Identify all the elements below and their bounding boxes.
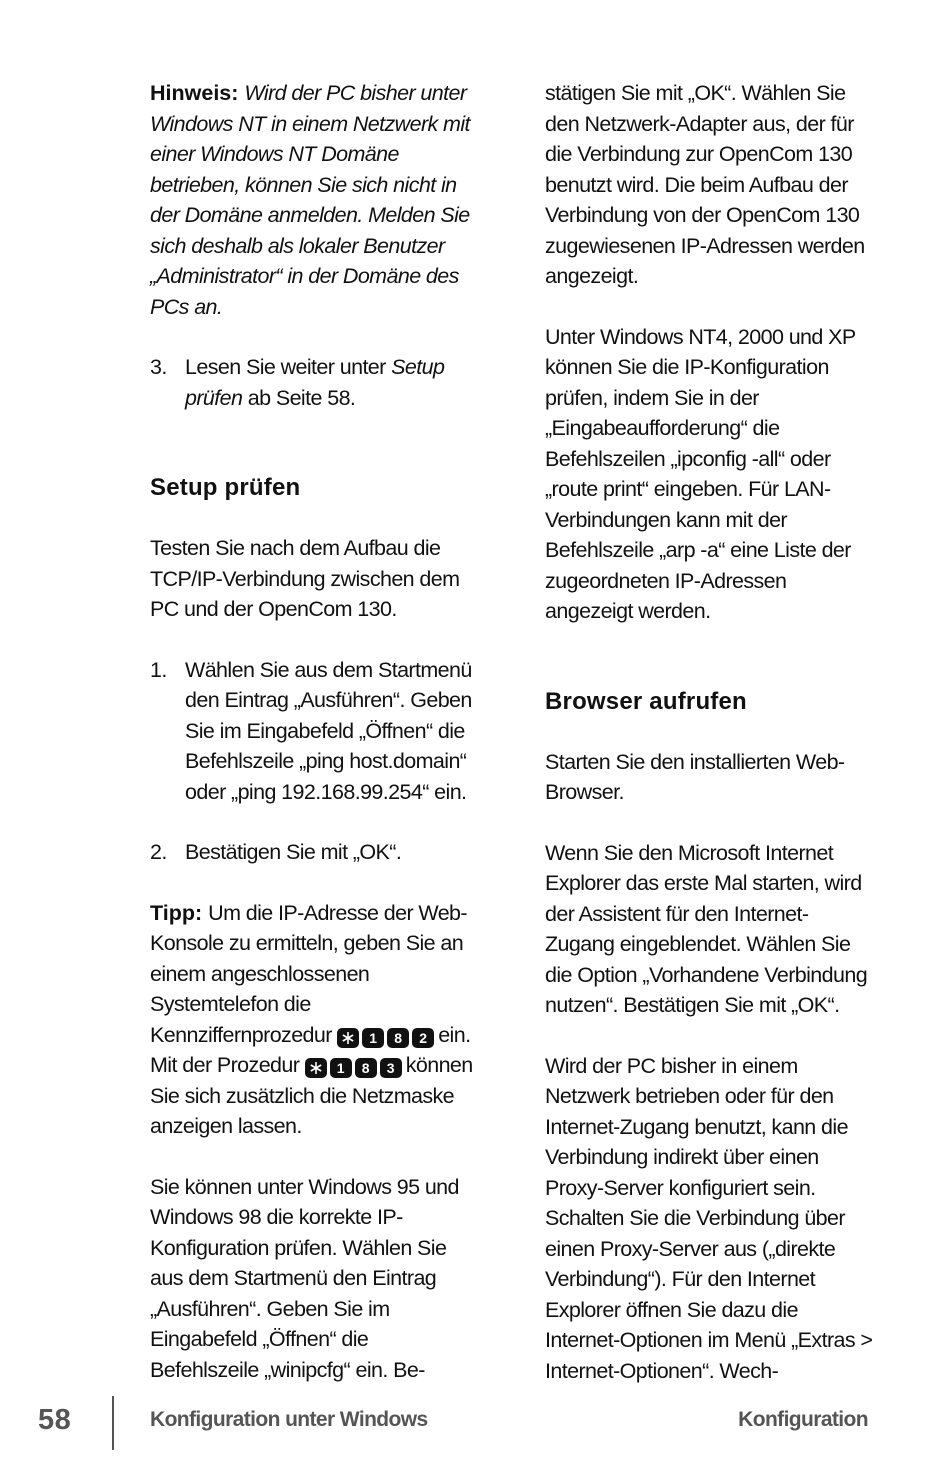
tip-text: Um die IP-Adresse der Web-Konsole zu ermitteln, geben Sie an einem angeschlossenen Systemtelefon die Kennziffernprozedur: [150, 900, 467, 1047]
digit-key: 3: [380, 1058, 402, 1078]
tip-text: können Sie sich zusätzlich die Netzmaske anzeigen lassen.: [150, 1053, 473, 1138]
section-reference: Setup prüfen: [185, 355, 445, 410]
intro-paragraph: Testen Sie nach dem Aufbau die TCP/IP-Verbindung zwischen dem PC und der OpenCom 130.: [150, 536, 460, 621]
digit-key: 8: [387, 1028, 409, 1048]
step-1: [150, 655, 480, 808]
left-column: [150, 78, 480, 1385]
footer-section-title: Konfiguration: [738, 1408, 868, 1431]
section-heading-setup: Setup prüfen: [150, 474, 301, 501]
note-paragraph: [150, 78, 480, 322]
step-number: 1.: [150, 657, 167, 682]
continuation-paragraph: stätigen Sie mit „OK“. Wählen Sie den Netzwerk-Adapter aus, der für die Verbindung zur OpenCom 130 benutzt wird. Die beim Aufbau der Verbindung von der OpenCom 130 zugewiesenen IP-Adressen werden angezeigt.: [545, 81, 865, 288]
win95-paragraph: Sie können unter Windows 95 und Windows 98 die korrekte IP-Konfiguration prüfen. Wählen Sie aus dem Startmenü den Eintrag „Ausführen“. Geben Sie im Eingabefeld „Öffnen“ die Befehlszeile „winipcfg“ ein. Be-: [150, 1174, 459, 1382]
step-text: Wählen Sie aus dem Startmenü den Eintrag „Ausführen“. Geben Sie im Eingabefeld „Öffnen“ die Befehlszeile „ping host.domain“ oder „ping 192.168.99.254“ ein.: [185, 657, 472, 804]
step-text-pre: Lesen Sie weiter unter: [185, 355, 392, 379]
step-2: [150, 837, 480, 868]
page-number: 58: [38, 1404, 72, 1436]
section-heading-browser: Browser aufrufen: [545, 687, 747, 715]
step-number: 3.: [150, 355, 167, 379]
note-label: Hinweis:: [150, 81, 239, 105]
star-key-icon: [337, 1028, 359, 1048]
key-code-183: [305, 1058, 402, 1078]
digit-key: 2: [412, 1028, 434, 1048]
step-3: [150, 352, 480, 413]
key-code-182: [337, 1028, 434, 1048]
proxy-paragraph: Wird der PC bisher in einem Netzwerk betrieben oder für den Internet-Zugang benutzt, kann die Verbindung indirekt über einen Proxy-Server konfiguriert sein. Schalten Sie die Verbindung über einen Proxy-Server aus („direkte Verbindung“). Für den Internet Explorer öffnen Sie dazu die Internet-Optionen im Menü „Extras > Internet-Optionen“. Wech-: [545, 1053, 873, 1383]
tip-paragraph: [150, 898, 480, 1142]
right-column: [545, 78, 875, 1386]
tip-label: Tipp:: [150, 900, 203, 925]
digit-key: 1: [330, 1058, 352, 1078]
footer-divider: [112, 1396, 114, 1450]
footer-chapter-title: Konfiguration unter Windows: [150, 1408, 428, 1431]
digit-key: 1: [362, 1028, 384, 1048]
digit-key: 8: [355, 1058, 377, 1078]
step-text: [185, 352, 480, 413]
step-text-post: ab Seite 58.: [242, 385, 356, 410]
nt4-paragraph: Unter Windows NT4, 2000 und XP können Sie die IP-Konfiguration prüfen, indem Sie in der „Eingabeaufforderung“ die Befehlszeilen „ipconfig -all“ oder „route print“ eingeben. Für LAN-Verbindungen kann mit der Befehlszeile „arp -a“ eine Liste der zugeordneten IP-Adressen angezeigt werden.: [545, 324, 856, 623]
step-text: Bestätigen Sie mit „OK“.: [185, 840, 402, 864]
step-number: 2.: [150, 840, 167, 864]
ie-paragraph: Wenn Sie den Microsoft Internet Explorer das erste Mal starten, wird der Assistent für den Internet-Zugang eingeblendet. Wählen Sie die Option „Vorhandene Verbindung nutzen“. Bestätigen Sie mit „OK“.: [545, 840, 868, 1017]
note-text: Wird der PC bisher unter Windows NT in einem Netzwerk mit einer Windows NT Domäne betrieben, können Sie sich nicht in der Domäne anmelden. Melden Sie sich deshalb als lokaler Benutzer „Administrator“ in der Domäne des PCs an.: [150, 81, 470, 319]
star-key-icon: [305, 1058, 327, 1078]
start-browser-paragraph: Starten Sie den installierten Web-Browser.: [545, 749, 845, 804]
tip-text: ein. Mit der Prozedur: [150, 1022, 471, 1077]
